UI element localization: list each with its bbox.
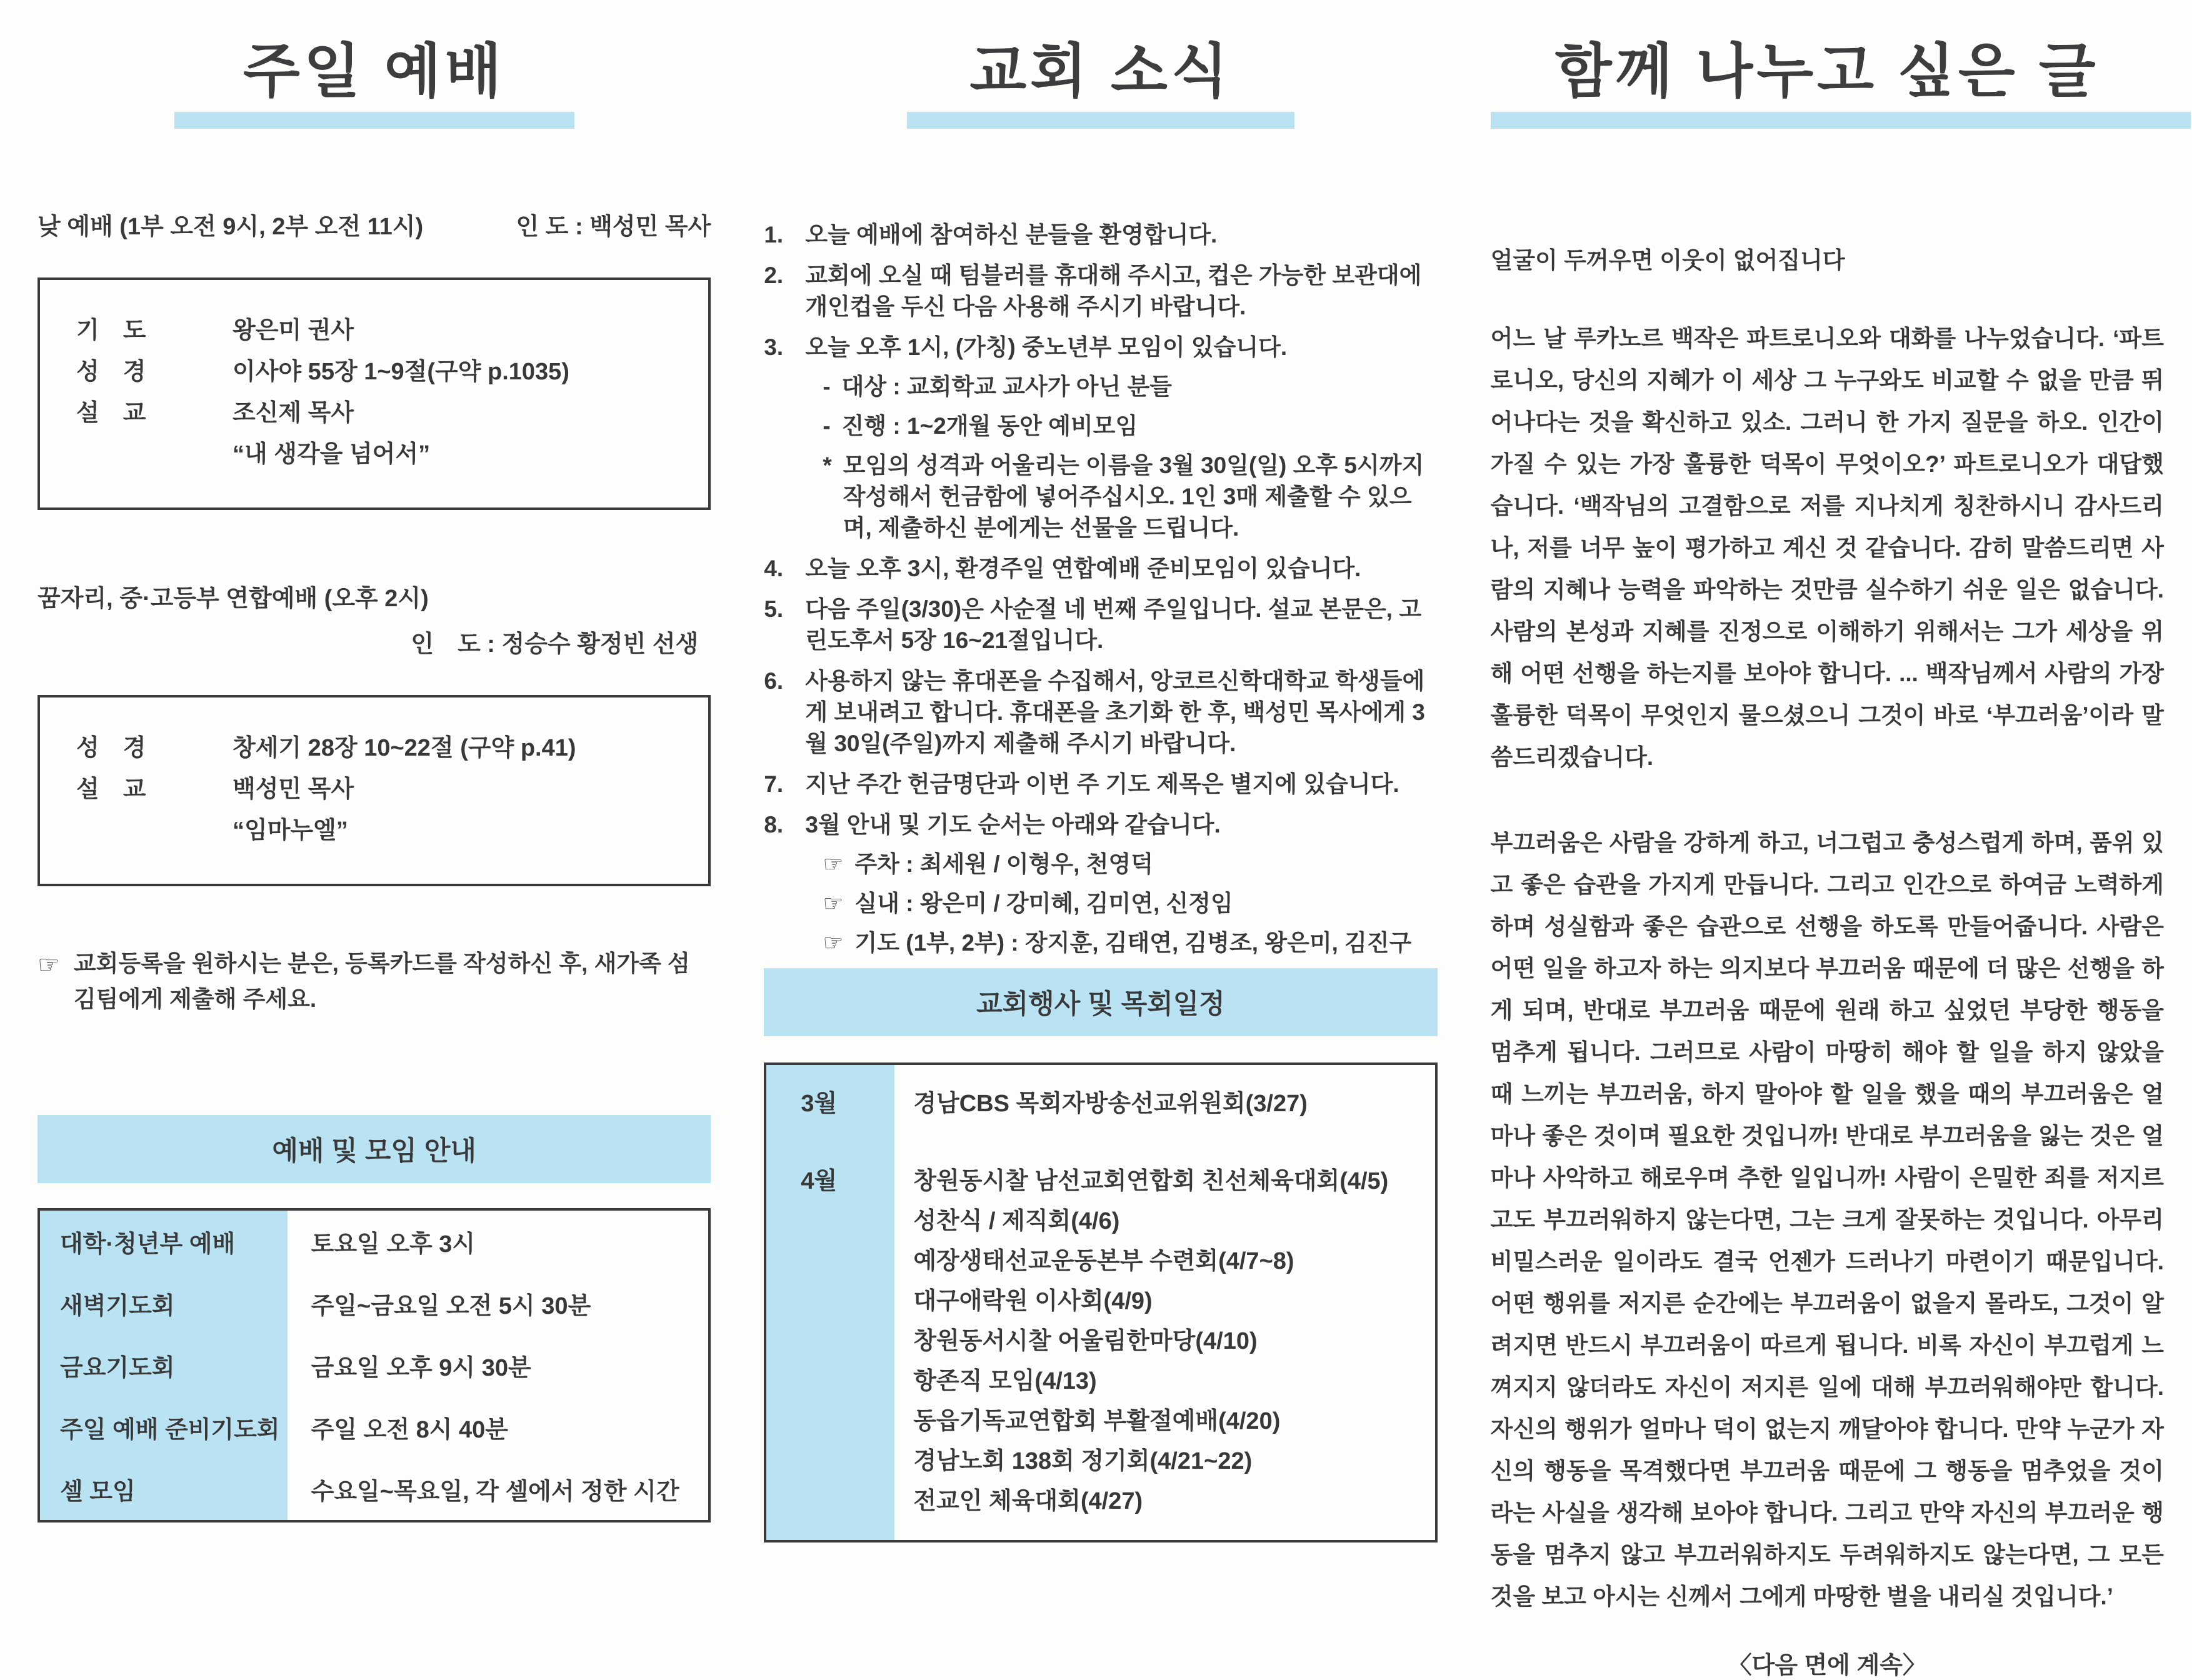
news-list [764, 219, 1437, 968]
item-number: 6. [764, 668, 784, 694]
item-text: 다음 주일(3/30)은 사순절 네 번째 주일입니다. 설교 본문은, 고린도후서 5장 16~21절입니다. [805, 596, 1422, 653]
service-row [76, 392, 683, 434]
item-text: 교회에 오실 때 텀블러를 휴대해 주시고, 컵은 가능한 보관대에 개인컵을 두신 다음 사용해 주시기 바랍니다. [805, 262, 1422, 319]
table-row [40, 1396, 708, 1458]
service-row [76, 351, 683, 392]
sub-item-text: 실내 : 왕은미 / 강미혜, 김미연, 신정임 [854, 890, 1233, 916]
registration-note-text: 교회등록을 원하시는 분은, 등록카드를 작성하신 후, 새가족 섬김팀에게 제출해 주세요. [73, 950, 690, 1012]
pointing-hand-icon: ☞ [823, 851, 844, 877]
event-item: 동읍기독교연합회 부활절예배(4/20) [913, 1408, 1281, 1434]
meeting-name: 금요기도회 [40, 1334, 288, 1396]
meeting-time: 금요일 오후 9시 30분 [311, 1355, 531, 1381]
event-item: 항존직 모임(4/13) [913, 1368, 1097, 1394]
sub-item [805, 888, 1437, 919]
event-month: 3월 [766, 1065, 894, 1142]
service-row [76, 310, 683, 351]
continue-next-page-note: 〈다음 면에 계속〉 [1728, 1652, 1926, 1679]
essay-body [1491, 148, 2164, 1680]
sub-item-text: 주차 : 최세원 / 이형우, 천영덕 [854, 851, 1153, 877]
meeting-guide-table [38, 1208, 711, 1522]
event-item: 대구애락원 이사회(4/9) [913, 1288, 1153, 1314]
item-text: 지난 주간 헌금명단과 이번 주 기도 제목은 별지에 있습니다. [805, 771, 1399, 797]
event-item: 성찬식 / 제직회(4/6) [913, 1208, 1120, 1234]
union-service-leader: 인 도 : 정승수 황정빈 선생 [411, 631, 699, 658]
meeting-name: 셀 모임 [40, 1458, 288, 1520]
item-number: 1. [764, 221, 784, 248]
pointing-hand-icon: ☞ [38, 951, 60, 979]
row-label [76, 810, 233, 851]
row-label: 기 도 [76, 317, 146, 344]
meeting-time: 주일~금요일 오전 5시 30분 [311, 1293, 591, 1319]
news-item [764, 260, 1437, 322]
event-item: 경남CBS 목회자방송선교위원회(3/27) [913, 1090, 1308, 1117]
events-header: 교회행사 및 목회일정 [764, 968, 1437, 1036]
meeting-name: 주일 예배 준비기도회 [40, 1396, 288, 1458]
asterisk-marker: * [823, 452, 832, 478]
row-label: 설 교 [76, 776, 146, 802]
union-service-box [38, 695, 711, 886]
item-number: 4. [764, 555, 784, 581]
page-title: 함께 나누고 싶은 글 [1554, 38, 2099, 104]
event-month: 4월 [766, 1142, 894, 1540]
item-text: 오늘 오후 1시, (가칭) 중노년부 모임이 있습니다. [805, 334, 1288, 360]
event-item: 창원동시찰 남선교회연합회 친선체육대회(4/5) [913, 1168, 1389, 1194]
item-body [805, 809, 1437, 959]
service-row [76, 769, 683, 810]
day-service-box [38, 278, 711, 510]
item-number: 2. [764, 262, 784, 288]
news-item [764, 219, 1437, 251]
item-number: 8. [764, 811, 784, 838]
sub-item [805, 371, 1437, 402]
sub-item-text: 기도 (1부, 2부) : 장지훈, 김태연, 김병조, 왕은미, 김진구 [854, 929, 1412, 956]
registration-note [38, 946, 711, 1018]
event-item: 창원동서시찰 어울림한마당(4/10) [913, 1328, 1258, 1354]
table-row [766, 1142, 1434, 1540]
row-label: 성 경 [76, 734, 146, 761]
event-item: 예장생태선교운동본부 수련회(4/7~8) [913, 1248, 1294, 1274]
row-value: 왕은미 권사 [233, 317, 354, 344]
event-item: 경남노회 138회 정기회(4/21~22) [913, 1448, 1253, 1474]
union-service-heading: 꿈자리, 중·고등부 연합예배 (오후 2시) [38, 585, 429, 612]
news-item [764, 332, 1437, 544]
day-service-leader: 인 도 : 백성민 목사 [516, 213, 711, 240]
news-item [764, 553, 1437, 584]
essay-lead-line: 얼굴이 두꺼우면 이웃이 없어집니다 [1490, 247, 1845, 273]
day-service-heading-line [38, 207, 711, 241]
meeting-time: 주일 오전 8시 40분 [311, 1417, 508, 1443]
table-row [40, 1272, 708, 1334]
table-row [40, 1334, 708, 1396]
table-row [40, 1211, 708, 1272]
events-section [764, 968, 1437, 1542]
row-value: 창세기 28장 10~22절 (구약 p.41) [233, 734, 576, 761]
item-text: 오늘 오후 3시, 환경주일 연합예배 준비모임이 있습니다. [805, 555, 1361, 581]
item-number: 3. [764, 334, 784, 360]
row-value: 백성민 목사 [233, 776, 354, 802]
table-row [40, 1458, 708, 1520]
news-item [764, 769, 1437, 800]
item-text: 사용하지 않는 휴대폰을 수집해서, 앙코르신학대학교 학생들에게 보내려고 합니다. 휴대폰을 초기화 한 후, 백성민 목사에게 3월 30일(주일)까지 제출해 주시기 바랍니다. [805, 668, 1425, 756]
sub-item [805, 450, 1437, 544]
pointing-hand-icon: ☞ [823, 929, 844, 956]
meeting-guide-header: 예배 및 모임 안내 [38, 1115, 711, 1183]
service-row [76, 434, 683, 475]
essay-title-block [1491, 34, 2164, 129]
sermon-title: “임마누엘” [233, 817, 348, 844]
sunday-worship-title-block [38, 34, 711, 129]
page-title: 주일 예배 [243, 38, 506, 104]
essay-paragraph: 어느 날 루카노르 백작은 파트로니오와 대화를 나누었습니다. ‘파트로니오, 당신의 지혜가 이 세상 그 누구와도 비교할 수 없을 만큼 뛰어나다는 것을 확신하고 있소. 그러니 한 가지 질문을 하오. 인간이 가질 수 있는 가장 훌륭한 덕목이 무엇이오?’ 파트로니오가 대답했습니다. ‘백작님의 고결함으로 저를 지나치게 칭찬하시니 감사드리나, 저를 너무 높이 평가하고 계신 것 같습니다. 감히 말씀드리면 사람의 지혜나 능력을 파악하는 것만큼 실수하기 쉬운 일은 없습니다. 사람의 본성과 지혜를 진정으로 이해하기 위해서는 그가 세상을 위해 어떤 선행을 하는지를 보아야 합니다. ... 백작님께서 사람의 가장 훌륭한 덕목이 무엇인지 물으셨으니 그것이 바로 ‘부끄러움’이라 말씀드리겠습니다. [1490, 325, 2164, 770]
title-underline-bar [1491, 112, 2191, 129]
meeting-name: 대학·청년부 예배 [40, 1211, 288, 1272]
day-service-heading: 낮 예배 (1부 오전 9시, 2부 오전 11시) [38, 213, 424, 240]
sermon-title: “내 생각을 넘어서” [233, 441, 431, 468]
item-number: 7. [764, 771, 784, 797]
church-news-title-block [764, 34, 1437, 129]
row-label: 성 경 [76, 358, 146, 385]
meeting-time: 수요일~목요일, 각 셀에서 정한 시간 [311, 1479, 679, 1505]
pointing-hand-icon: ☞ [823, 890, 844, 916]
meeting-name: 새벽기도회 [40, 1272, 288, 1334]
item-text: 오늘 예배에 참여하신 분들을 환영합니다. [805, 221, 1218, 248]
sub-item-text: 대상 : 교회학교 교사가 아닌 분들 [841, 373, 1173, 399]
item-number: 5. [764, 596, 784, 622]
event-item: 전교인 체육대회(4/27) [913, 1488, 1143, 1514]
row-value: 조신제 목사 [233, 399, 354, 426]
page-title: 교회 소식 [969, 38, 1232, 104]
sub-item [805, 928, 1437, 959]
events-table [764, 1062, 1437, 1542]
news-item [764, 594, 1437, 656]
dash-marker: - [823, 373, 831, 399]
service-row [76, 810, 683, 851]
event-items [894, 1065, 1434, 1142]
sub-item [805, 849, 1437, 880]
column-shared-essay [1490, 34, 2164, 1679]
news-item [764, 809, 1437, 959]
item-body [805, 332, 1437, 544]
title-underline-bar [907, 112, 1294, 129]
title-underline-bar [174, 112, 574, 129]
service-row [76, 728, 683, 769]
item-text: 3월 안내 및 기도 순서는 아래와 같습니다. [805, 811, 1221, 838]
table-row [766, 1065, 1434, 1142]
row-label [76, 434, 233, 475]
sub-item-text: 모임의 성격과 어울리는 이름을 3월 30일(일) 오후 5시까지 작성해서 헌금함에 넣어주십시오. 1인 3매 제출할 수 있으며, 제출하신 분에게는 선물을 드립니다. [843, 452, 1424, 541]
row-value: 이사야 55장 1~9절(구약 p.1035) [233, 358, 569, 385]
news-item [764, 666, 1437, 759]
meeting-time: 토요일 오후 3시 [311, 1231, 476, 1258]
sub-item [805, 411, 1437, 442]
column-church-news [764, 34, 1437, 1522]
dash-marker: - [823, 412, 831, 439]
event-items [894, 1142, 1434, 1540]
column-sunday-worship [38, 34, 711, 1522]
row-label: 설 교 [76, 399, 146, 426]
essay-paragraph: 부끄러움은 사람을 강하게 하고, 너그럽고 충성스럽게 하며, 품위 있고 좋은 습관을 가지게 만듭니다. 그리고 인간으로 하여금 노력하게 하며 성실함과 좋은 습관으로 선행을 하도록 만들어줍니다. 사람은 어떤 일을 하고자 하는 의지보다 부끄러움 때문에 더 많은 선행을 하게 되며, 반대로 부끄러움 때문에 원래 하고 싶었던 부당한 행동을 멈추게 됩니다. 그러므로 사람이 마땅히 해야 할 일을 하지 않았을 때 느끼는 부끄러움, 하지 말아야 할 일을 했을 때의 부끄러움은 얼마나 좋은 것이며 필요한 것입니까! 반대로 부끄러움을 잃는 것은 얼마나 사악하고 해로우며 추한 일입니까! 사람이 은밀한 죄를 저지르고도 부끄러워하지 않는다면, 그는 크게 잘못하는 것입니다. 아무리 비밀스러운 일이라도 결국 언젠가 드러나기 마련이기 때문입니다. 어떤 행위를 저지른 순간에는 부끄러움이 없을지 몰라도, 그것이 알려지면 반드시 부끄러움이 따르게 됩니다. 비록 자신이 부끄럽게 느껴지지 않더라도 자신이 저지른 일에 대해 부끄러워해야만 합니다. 자신의 행위가 얼마나 덕이 없는지 깨달아야 합니다. 만약 누군가 자신의 행동을 목격했다면 부끄러움 때문에 그 행동을 멈추었을 것이라는 사실을 생각해 보아야 합니다. 그리고 만약 자신의 부끄러운 행동을 멈추지 않고 부끄러워하지도 두려워하지도 않는다면, 그 모든 것을 보고 아시는 신께서 그에게 마땅한 벌을 내리실 것입니다.’ [1490, 829, 2164, 1609]
sub-item-text: 진행 : 1~2개월 동안 예비모임 [841, 412, 1138, 439]
